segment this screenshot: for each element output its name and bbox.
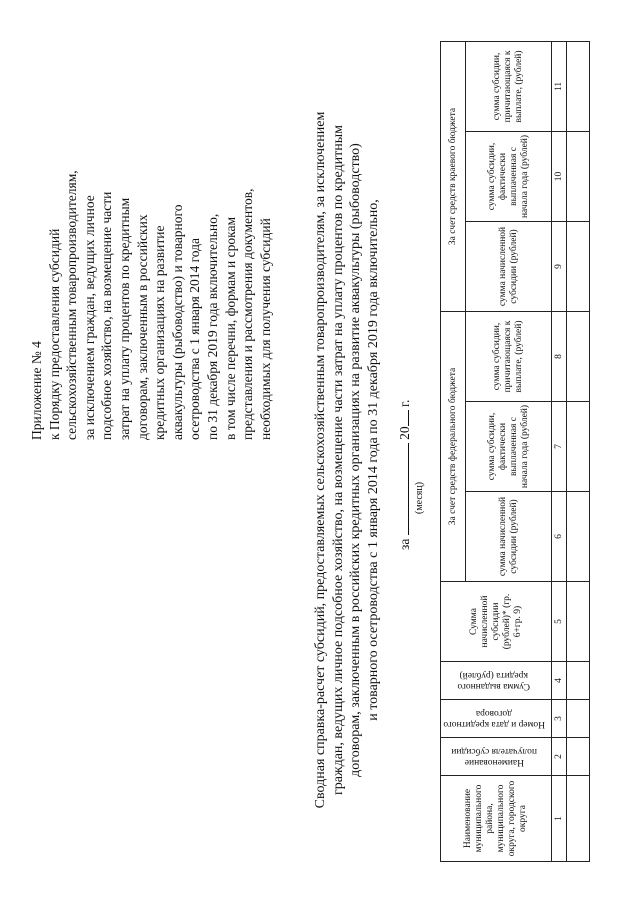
column-number: 7 bbox=[552, 402, 567, 492]
col-contract-header: Номер и дата кредитного договора bbox=[441, 700, 552, 738]
period-suffix: г. bbox=[397, 399, 412, 408]
column-number: 11 bbox=[552, 41, 567, 131]
column-number-row bbox=[552, 41, 567, 861]
federal-budget-group-header: За счет средств федерального бюджета bbox=[441, 311, 466, 581]
title-line: и товарного осетроводства с 1 января 2014 года по 31 декабря 2019 года включительно, bbox=[365, 199, 381, 721]
reporting-period bbox=[396, 330, 425, 550]
table-cell bbox=[567, 41, 590, 131]
appendix-line: представления и рассмотрения документов, bbox=[240, 188, 256, 440]
col-accrued-total-header: Сумма начисленной субсидии (рублей)* (гр. 6+гр. 9) bbox=[441, 582, 552, 662]
col-recipient-header: Наименование получателя субсидии bbox=[441, 738, 552, 776]
period-prefix: за bbox=[397, 538, 412, 550]
title-line: граждан, ведущих личное подсобное хозяйство, на возмещение части затрат на уплату процентов по кредитным bbox=[330, 124, 346, 796]
reg-accrued-header: сумма начисленной субсидии (рублей) bbox=[466, 221, 552, 311]
appendix-heading bbox=[28, 40, 274, 440]
table-cell bbox=[567, 131, 590, 221]
appendix-line: необходимых для получения субсидий bbox=[257, 218, 273, 440]
fed-accrued-header: сумма начисленной субсидии (рублей) bbox=[466, 492, 552, 582]
fed-due-header: сумма субсидии, причитающаяся к выплате, (рублей) bbox=[466, 311, 552, 401]
year-blank bbox=[396, 410, 409, 426]
fed-paid-header: сумма субсидии, фактически выплаченная с начала года (рублей) bbox=[466, 402, 552, 492]
regional-budget-group-header: За счет средств краевого бюджета bbox=[441, 41, 466, 311]
appendix-line: по 31 декабря 2019 года включительно, bbox=[204, 213, 220, 440]
table-cell bbox=[567, 776, 590, 862]
title-line: договорам, заключенным в российских кредитных организациях на развитие аквакультуры (рыбоводство) bbox=[348, 143, 364, 777]
appendix-line: в том числе перечни, формам и срокам bbox=[222, 217, 238, 440]
column-number: 3 bbox=[552, 700, 567, 738]
appendix-line: сельскохозяйственным товаропроизводителям, bbox=[64, 170, 80, 440]
appendix-line: аквакультуры (рыбоводство) и товарного bbox=[169, 204, 185, 440]
column-number: 1 bbox=[552, 776, 567, 862]
table-cell bbox=[567, 582, 590, 662]
appendix-line: за исключением граждан, ведущих личное bbox=[81, 195, 97, 440]
month-caption: (месяц) bbox=[414, 481, 425, 514]
table-cell bbox=[567, 662, 590, 700]
period-year-prefix: 20 bbox=[397, 426, 412, 440]
document-title bbox=[312, 70, 382, 850]
subsidy-table bbox=[440, 41, 590, 862]
table-cell bbox=[567, 221, 590, 311]
column-number: 9 bbox=[552, 221, 567, 311]
column-number: 6 bbox=[552, 492, 567, 582]
table-cell bbox=[567, 311, 590, 401]
reg-paid-header: сумма субсидии, фактически выплаченная с начала года (рублей) bbox=[466, 131, 552, 221]
table-cell bbox=[567, 700, 590, 738]
column-number: 4 bbox=[552, 662, 567, 700]
appendix-line: договорам, заключенным в российских bbox=[134, 214, 150, 440]
column-number: 10 bbox=[552, 131, 567, 221]
col-municipality-header: Наименование муниципального района, муниципального округа, городского округа bbox=[441, 776, 552, 862]
title-line: Сводная справка-расчет субсидий, предоставляемых сельскохозяйственным товаропроизводителям, за исключением bbox=[313, 111, 328, 809]
reg-due-header: сумма субсидии, причитающаяся к выплате, (рублей) bbox=[466, 41, 552, 131]
column-number: 8 bbox=[552, 311, 567, 401]
col-loan-amount-header: Сумма выданного кредита (рублей) bbox=[441, 662, 552, 700]
appendix-line: кредитных организациях на развитие bbox=[152, 225, 168, 440]
table-row bbox=[567, 41, 590, 861]
column-number: 5 bbox=[552, 582, 567, 662]
appendix-line: Приложение № 4 bbox=[29, 341, 44, 440]
appendix-line: осетроводства с 1 января 2014 года bbox=[187, 237, 203, 440]
table-cell bbox=[567, 738, 590, 776]
appendix-line: затрат на уплату процентов по кредитным bbox=[116, 197, 132, 440]
month-blank bbox=[396, 443, 409, 535]
appendix-line: подсобное хозяйство, на возмещение части bbox=[99, 191, 115, 440]
appendix-line: к Порядку предоставления субсидий bbox=[46, 228, 62, 440]
table-cell bbox=[567, 402, 590, 492]
column-number: 2 bbox=[552, 738, 567, 776]
table-cell bbox=[567, 492, 590, 582]
